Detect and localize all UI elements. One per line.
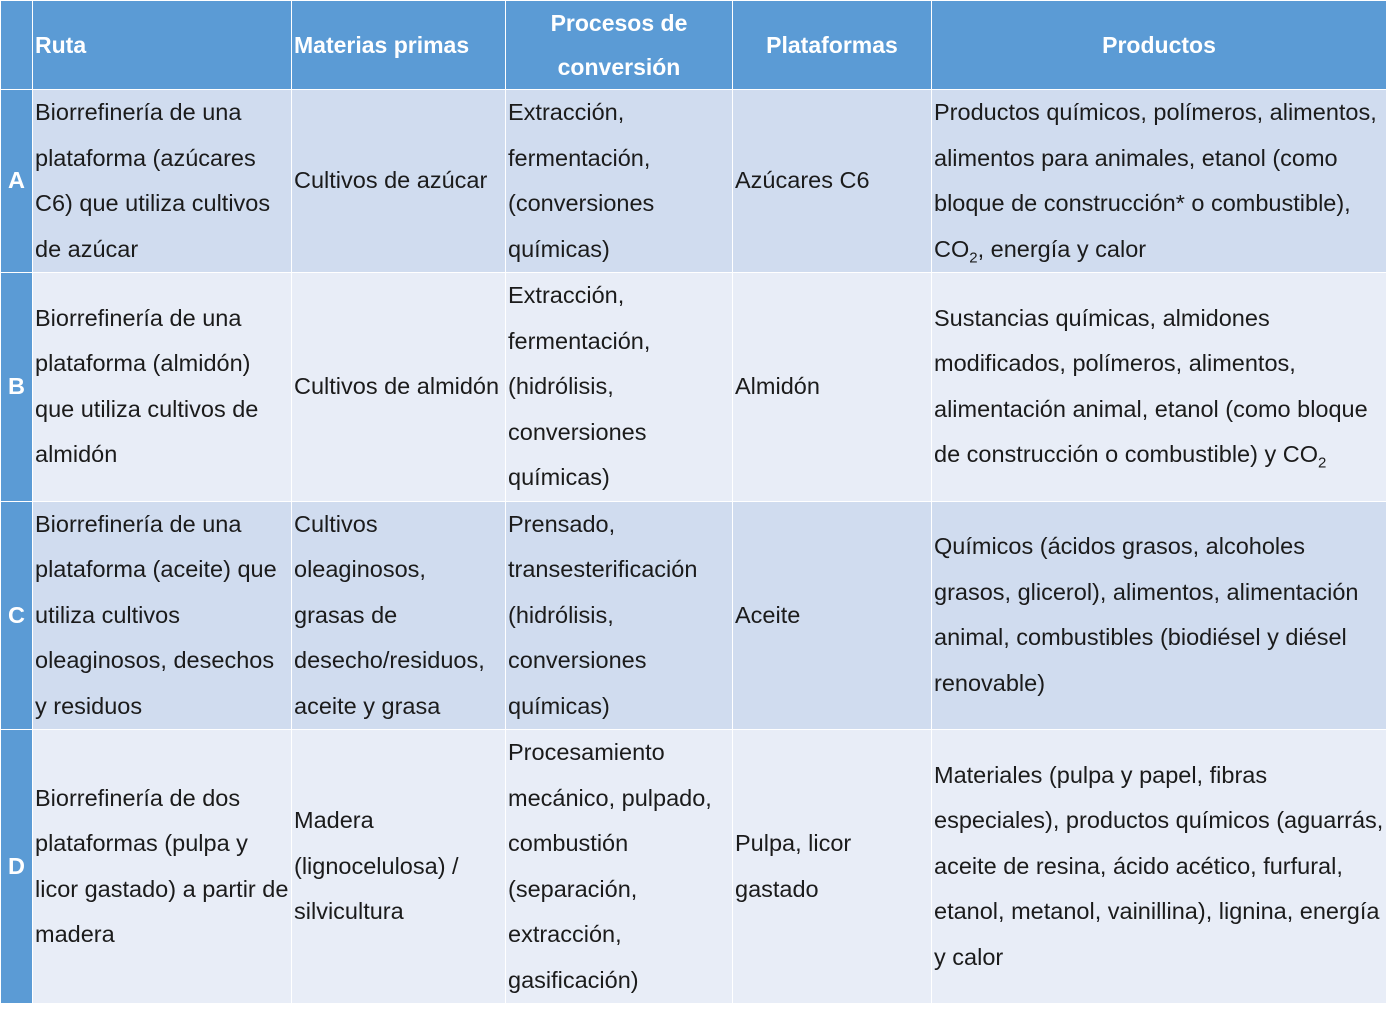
productos-text-tail: , energía y calor: [977, 235, 1147, 262]
row-letter: B: [1, 273, 33, 502]
subscript: 2: [969, 249, 978, 267]
productos-text: Sustancias químicas, almidones modificados, polímeros, alimentos, alimentación animal, etanol (como bloque de construcción o combustible) y CO: [934, 304, 1368, 468]
productos-text: Materiales (pulpa y papel, fibras especiales), productos químicos (aguarrás, aceite de resina, ácido acético, furfural, etanol, metanol, vainillina), lignina, energía y calor: [934, 761, 1384, 970]
productos-text: Productos químicos, polímeros, alimentos, alimentos para animales, etanol (como bloque de construcción* o combustible), CO: [934, 99, 1377, 262]
header-productos: Productos: [932, 1, 1386, 90]
row-letter: D: [1, 730, 33, 1004]
table-header-row: [1, 1, 1386, 90]
table-row: [1, 273, 1386, 502]
table-row: [1, 90, 1386, 273]
procesos-cell: Prensado, transesterificación (hidrólisis, conversiones químicas): [506, 501, 733, 730]
ruta-cell: Biorrefinería de dos plataformas (pulpa y licor gastado) a partir de madera: [33, 730, 292, 1004]
procesos-cell: Extracción, fermentación, (hidrólisis, conversiones químicas): [506, 273, 733, 502]
materias-cell: Cultivos de almidón: [292, 273, 506, 502]
header-letter-cell: [1, 1, 33, 90]
materias-cell: Cultivos oleaginosos, grasas de desecho/residuos, aceite y grasa: [292, 501, 506, 730]
ruta-cell: Biorrefinería de una plataforma (aceite) que utiliza cultivos oleaginosos, desechos y residuos: [33, 501, 292, 730]
productos-text: Químicos (ácidos grasos, alcoholes grasos, glicerol), alimentos, alimentación animal, combustibles (biodiésel y diésel renovable): [934, 533, 1359, 696]
subscript: 2: [1318, 454, 1327, 472]
materias-cell: Cultivos de azúcar: [292, 90, 506, 273]
table-row: [1, 730, 1386, 1004]
header-plataformas: Plataformas: [733, 1, 932, 90]
row-letter: A: [1, 90, 33, 273]
materias-cell: Madera (lignocelulosa) / silvicultura: [292, 730, 506, 1004]
ruta-cell: Biorrefinería de una plataforma (almidón) que utiliza cultivos de almidón: [33, 273, 292, 502]
table-row: [1, 501, 1386, 730]
plataformas-cell: Azúcares C6: [733, 90, 932, 273]
row-letter: C: [1, 501, 33, 730]
plataformas-cell: Aceite: [733, 501, 932, 730]
header-procesos-de-conversion: Procesos de conversión: [506, 1, 733, 90]
header-materias-primas: Materias primas: [292, 1, 506, 90]
productos-cell: [932, 501, 1386, 730]
header-ruta: Ruta: [33, 1, 292, 90]
ruta-cell: Biorrefinería de una plataforma (azúcares C6) que utiliza cultivos de azúcar: [33, 90, 292, 273]
productos-cell: [932, 730, 1386, 1004]
procesos-cell: Extracción, fermentación, (conversiones químicas): [506, 90, 733, 273]
plataformas-cell: Pulpa, licor gastado: [733, 730, 932, 1004]
plataformas-cell: Almidón: [733, 273, 932, 502]
productos-cell: [932, 90, 1386, 273]
procesos-cell: Procesamiento mecánico, pulpado, combustión (separación, extracción, gasificación): [506, 730, 733, 1004]
productos-cell: [932, 273, 1386, 502]
